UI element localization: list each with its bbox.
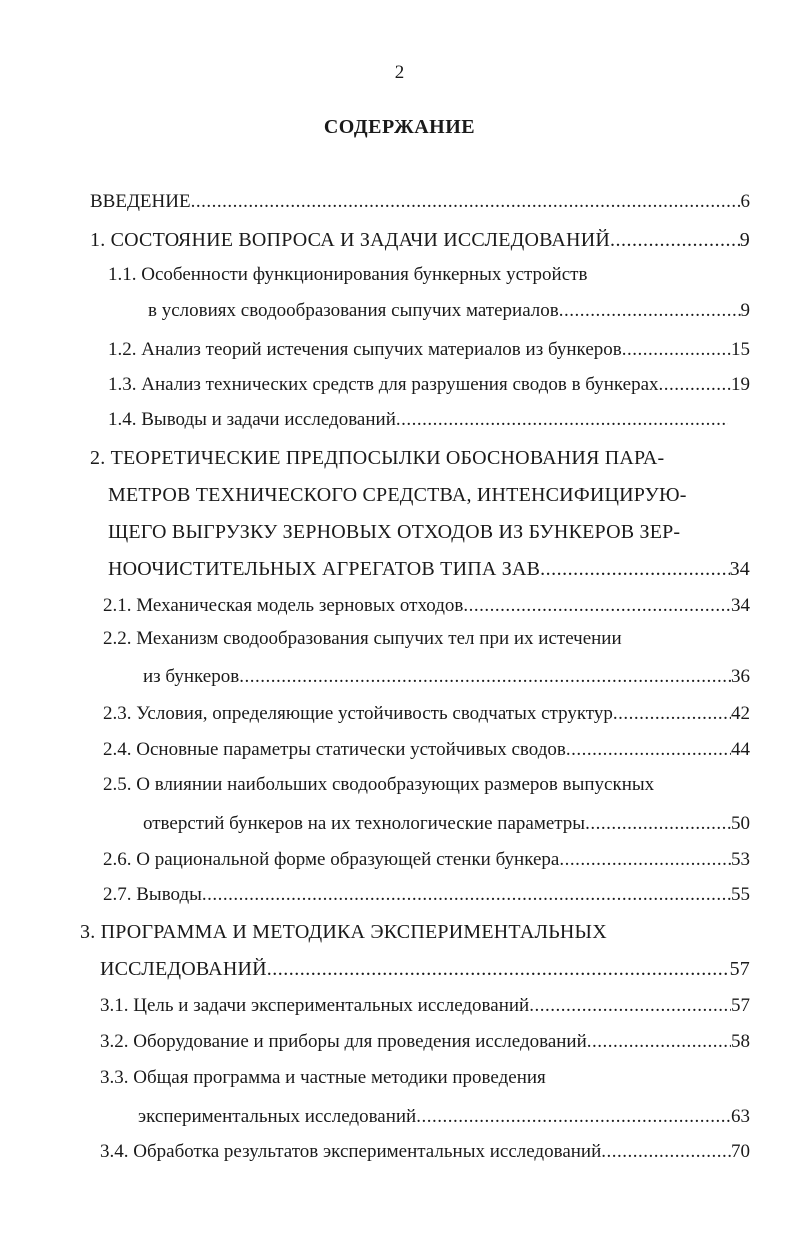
dot-leader [566, 736, 731, 764]
toc-entry-1-1-line-1 [108, 261, 750, 289]
toc-entry-text: 1.2. Анализ теорий истечения сыпучих материалов из бункеров [108, 339, 622, 360]
toc-entry-text: ИССЛЕДОВАНИЙ [100, 958, 267, 980]
dot-leader [463, 592, 731, 620]
toc-entry-text: МЕТРОВ ТЕХНИЧЕСКОГО СРЕДСТВА, ИНТЕНСИФИЦИРУЮ- [108, 484, 687, 506]
toc-entry-text: 1.3. Анализ технических средств для разрушения сводов в бункерах [108, 374, 659, 395]
toc-entry-text: 3.1. Цель и задачи экспериментальных исследований [100, 995, 530, 1016]
toc-entry-text: 3.2. Оборудование и приборы для проведения исследований [100, 1031, 587, 1052]
toc-entry-text: НООЧИСТИТЕЛЬНЫХ АГРЕГАТОВ ТИПА ЗАВ [108, 558, 541, 580]
toc-entry-page: 6 [740, 191, 750, 212]
toc-entry-1-1-line-2 [148, 297, 750, 325]
toc-entry-text: 2.3. Условия, определяющие устойчивость сводчатых структур [103, 703, 613, 724]
toc-entry-text: 2.2. Механизм сводообразования сыпучих тел при их истечении [103, 628, 622, 649]
dot-leader [529, 992, 731, 1020]
toc-entry-3-3-line-1 [100, 1064, 750, 1092]
toc-entry-page: 57 [731, 995, 750, 1016]
dot-leader [191, 188, 741, 216]
toc-entry-text: экспериментальных исследований [138, 1106, 417, 1127]
toc-entry-2-6 [103, 846, 750, 874]
toc-entry-text: 1.4. Выводы и задачи исследований [108, 409, 396, 430]
toc-entry-2-5-line-1 [103, 771, 750, 799]
toc-entry-page: 55 [731, 884, 750, 905]
toc-entry-page: 9 [739, 229, 750, 251]
toc-entry-2-4 [103, 736, 750, 764]
toc-entry-chapter-2-line-2 [108, 481, 750, 509]
toc-entry-text: 2. ТЕОРЕТИЧЕСКИЕ ПРЕДПОСЫЛКИ ОБОСНОВАНИЯ ПАРА- [90, 447, 665, 469]
dot-leader [613, 700, 731, 728]
toc-entry-chapter-1 [90, 226, 750, 254]
dot-leader [416, 1103, 731, 1131]
toc-entry-chapter-3-line-2 [100, 955, 750, 983]
toc-entry-3-1 [100, 992, 750, 1020]
toc-entry-3-3-line-2 [138, 1103, 750, 1131]
toc-entry-chapter-2-line-3 [108, 518, 750, 546]
dot-leader [610, 226, 740, 254]
toc-entry-text: 1. СОСТОЯНИЕ ВОПРОСА И ЗАДАЧИ ИССЛЕДОВАНИЙ [90, 229, 610, 251]
toc-entry-text: 2.5. О влиянии наибольших сводообразующих размеров выпускных [103, 774, 655, 795]
toc-entry-1-4 [108, 406, 728, 434]
toc-entry-page: 15 [731, 339, 750, 360]
toc-entry-page: 63 [731, 1106, 750, 1127]
dot-leader [202, 881, 731, 909]
page-number: 2 [394, 62, 405, 83]
toc-entry-1-2 [108, 336, 750, 364]
toc-entry-introduction [90, 188, 750, 216]
toc-entry-page: 50 [731, 813, 750, 834]
toc-entry-page: 34 [731, 595, 750, 616]
toc-entry-text: из бункеров [143, 666, 240, 687]
dot-leader [601, 1138, 731, 1166]
toc-entry-text: 1.1. Особенности функционирования бункерных устройств [108, 264, 588, 285]
toc-entry-2-2-line-2 [143, 663, 750, 691]
dot-leader [587, 1028, 731, 1056]
dot-leader [559, 297, 741, 325]
toc-entry-2-5-line-2 [143, 810, 750, 838]
toc-entry-text: ЩЕГО ВЫГРУЗКУ ЗЕРНОВЫХ ОТХОДОВ ИЗ БУНКЕРОВ ЗЕР- [108, 521, 681, 543]
toc-entry-page: 58 [731, 1031, 750, 1052]
toc-entry-text: 3.3. Общая программа и частные методики проведения [100, 1067, 546, 1088]
dot-leader [267, 955, 730, 983]
toc-entry-1-3 [108, 371, 750, 399]
toc-entry-text: 3.4. Обработка результатов экспериментальных исследований [100, 1141, 602, 1162]
toc-entry-page: 70 [731, 1141, 750, 1162]
toc-entry-text: 3. ПРОГРАММА И МЕТОДИКА ЭКСПЕРИМЕНТАЛЬНЫХ [80, 921, 607, 943]
toc-entry-2-1 [103, 592, 750, 620]
dot-leader [396, 406, 728, 434]
dot-leader [559, 846, 731, 874]
toc-entry-page: 9 [740, 300, 750, 321]
dot-leader [239, 663, 731, 691]
toc-entry-text: 2.7. Выводы [103, 884, 202, 905]
toc-entry-2-3 [103, 700, 750, 728]
dot-leader [540, 555, 729, 583]
toc-entry-page: 36 [731, 666, 750, 687]
toc-entry-text: в условиях сводообразования сыпучих материалов [148, 300, 559, 321]
toc-entry-2-2-line-1 [103, 625, 750, 653]
dot-leader [585, 810, 731, 838]
toc-entry-text: ВВЕДЕНИЕ [90, 191, 191, 212]
toc-entry-2-7 [103, 881, 750, 909]
toc-entry-page: 34 [729, 558, 750, 580]
toc-entry-page: 44 [731, 739, 750, 760]
toc-entry-3-4 [100, 1138, 750, 1166]
toc-entry-3-2 [100, 1028, 750, 1056]
toc-entry-text: 2.4. Основные параметры статически устойчивых сводов [103, 739, 566, 760]
toc-entry-page: 42 [731, 703, 750, 724]
toc-entry-text: 2.6. О рациональной форме образующей стенки бункера [103, 849, 560, 870]
dot-leader [659, 371, 731, 399]
toc-entry-page: 19 [731, 374, 750, 395]
toc-entry-chapter-3-line-1 [80, 918, 750, 946]
toc-entry-text: 2.1. Механическая модель зерновых отходов [103, 595, 464, 616]
toc-entry-page: 57 [729, 958, 750, 980]
dot-leader [622, 336, 731, 364]
toc-entry-text: отверстий бункеров на их технологические параметры [143, 813, 586, 834]
page-title: СОДЕРЖАНИЕ [323, 116, 476, 138]
toc-entry-page: 53 [731, 849, 750, 870]
toc-entry-chapter-2-line-1 [90, 444, 750, 472]
toc-entry-chapter-2-line-4 [108, 555, 750, 583]
